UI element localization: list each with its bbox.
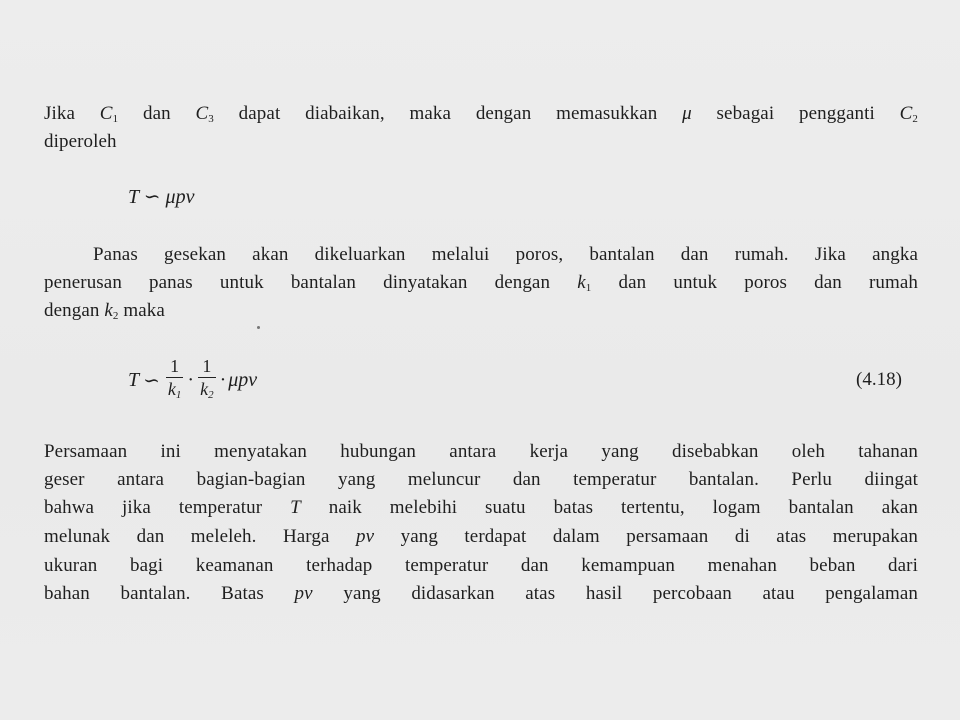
eq1-symbol: ∽ <box>143 186 161 208</box>
math-var-mu: μ <box>682 103 692 124</box>
subscript: 2 <box>112 310 119 322</box>
text-span: maka <box>118 300 165 321</box>
text-span: dan untuk poros dan rumah <box>591 272 918 293</box>
fraction-1 <box>166 355 184 406</box>
text-span: bahwa jika temperatur <box>44 497 291 518</box>
fraction-1-denominator <box>166 378 184 406</box>
para2-line3 <box>44 299 918 328</box>
para3-line5: ukuran bagi keamanan terhadap temperatur dan kemampuan menahan beban dari <box>44 555 918 576</box>
equation-number: (4.18) <box>856 369 902 390</box>
math-var-pv: pv <box>294 583 313 604</box>
equation-1 <box>128 184 194 209</box>
math-var-c1: C <box>99 103 113 124</box>
para1-line2: diperoleh <box>44 131 117 152</box>
para3-line4 <box>44 525 918 549</box>
eq2-dot: · <box>187 368 195 391</box>
para3-line1: Persamaan ini menyatakan hubungan antara kerja yang disebabkan oleh tahanan <box>44 441 918 462</box>
text-span: sebagai pengganti <box>691 103 900 124</box>
para2-line2 <box>44 271 918 300</box>
para3-line6 <box>44 582 918 606</box>
text-span: yang didasarkan atas hasil percobaan atau pengalaman <box>312 583 918 604</box>
math-var-k2: k <box>200 378 209 399</box>
math-var-pv: pv <box>356 526 375 547</box>
fraction-2-denominator <box>198 378 216 406</box>
math-var-t: T <box>290 497 301 518</box>
eq2-dot: · <box>219 368 227 391</box>
fraction-2 <box>198 355 216 406</box>
para2-line1: Panas gesekan akan dikeluarkan melalui poros, bantalan dan rumah. Jika angka <box>93 244 918 265</box>
text-span: naik melebihi suatu batas tertentu, logam bantalan akan <box>300 497 918 518</box>
subscript: 1 <box>112 113 119 125</box>
subscript: 3 <box>208 113 214 125</box>
text-span: bahan bantalan. Batas <box>44 583 295 604</box>
math-var-k1: k <box>577 272 586 293</box>
text-span: penerusan panas untuk bantalan dinyatakan dengan <box>44 272 578 293</box>
text-span: melunak dan meleleh. Harga <box>44 526 356 547</box>
subscript: 2 <box>208 388 214 401</box>
para3-line2: geser antara bagian-bagian yang meluncur dan temperatur bantalan. Perlu diingat <box>44 469 918 490</box>
fraction-1-numerator: 1 <box>170 355 180 376</box>
subscript: 2 <box>912 113 919 125</box>
math-var-c2: C <box>899 103 913 124</box>
fraction-2-numerator: 1 <box>202 355 212 376</box>
math-var-c3: C <box>195 103 209 124</box>
subscript: 1 <box>175 388 182 401</box>
math-var-k1: k <box>167 378 176 399</box>
equation-2 <box>128 350 257 410</box>
eq1-lhs: T <box>128 186 139 208</box>
text-span: dengan <box>44 300 105 321</box>
para1-line1 <box>44 102 918 131</box>
print-speck <box>257 326 260 329</box>
eq2-rhs: μpv <box>228 368 258 391</box>
text-span: yang terdapat dalam persamaan di atas merupakan <box>374 526 919 547</box>
para3-line3 <box>44 496 918 520</box>
text-span: dan <box>118 103 196 124</box>
text-span: Jika <box>44 103 100 124</box>
subscript: 1 <box>585 282 592 294</box>
math-var-k2: k <box>104 300 113 321</box>
text-span: dapat diabaikan, maka dengan memasukkan <box>213 103 683 124</box>
eq2-symbol: ∽ <box>143 369 160 392</box>
eq2-lhs: T <box>128 368 140 391</box>
eq1-rhs: μpv <box>165 186 195 208</box>
